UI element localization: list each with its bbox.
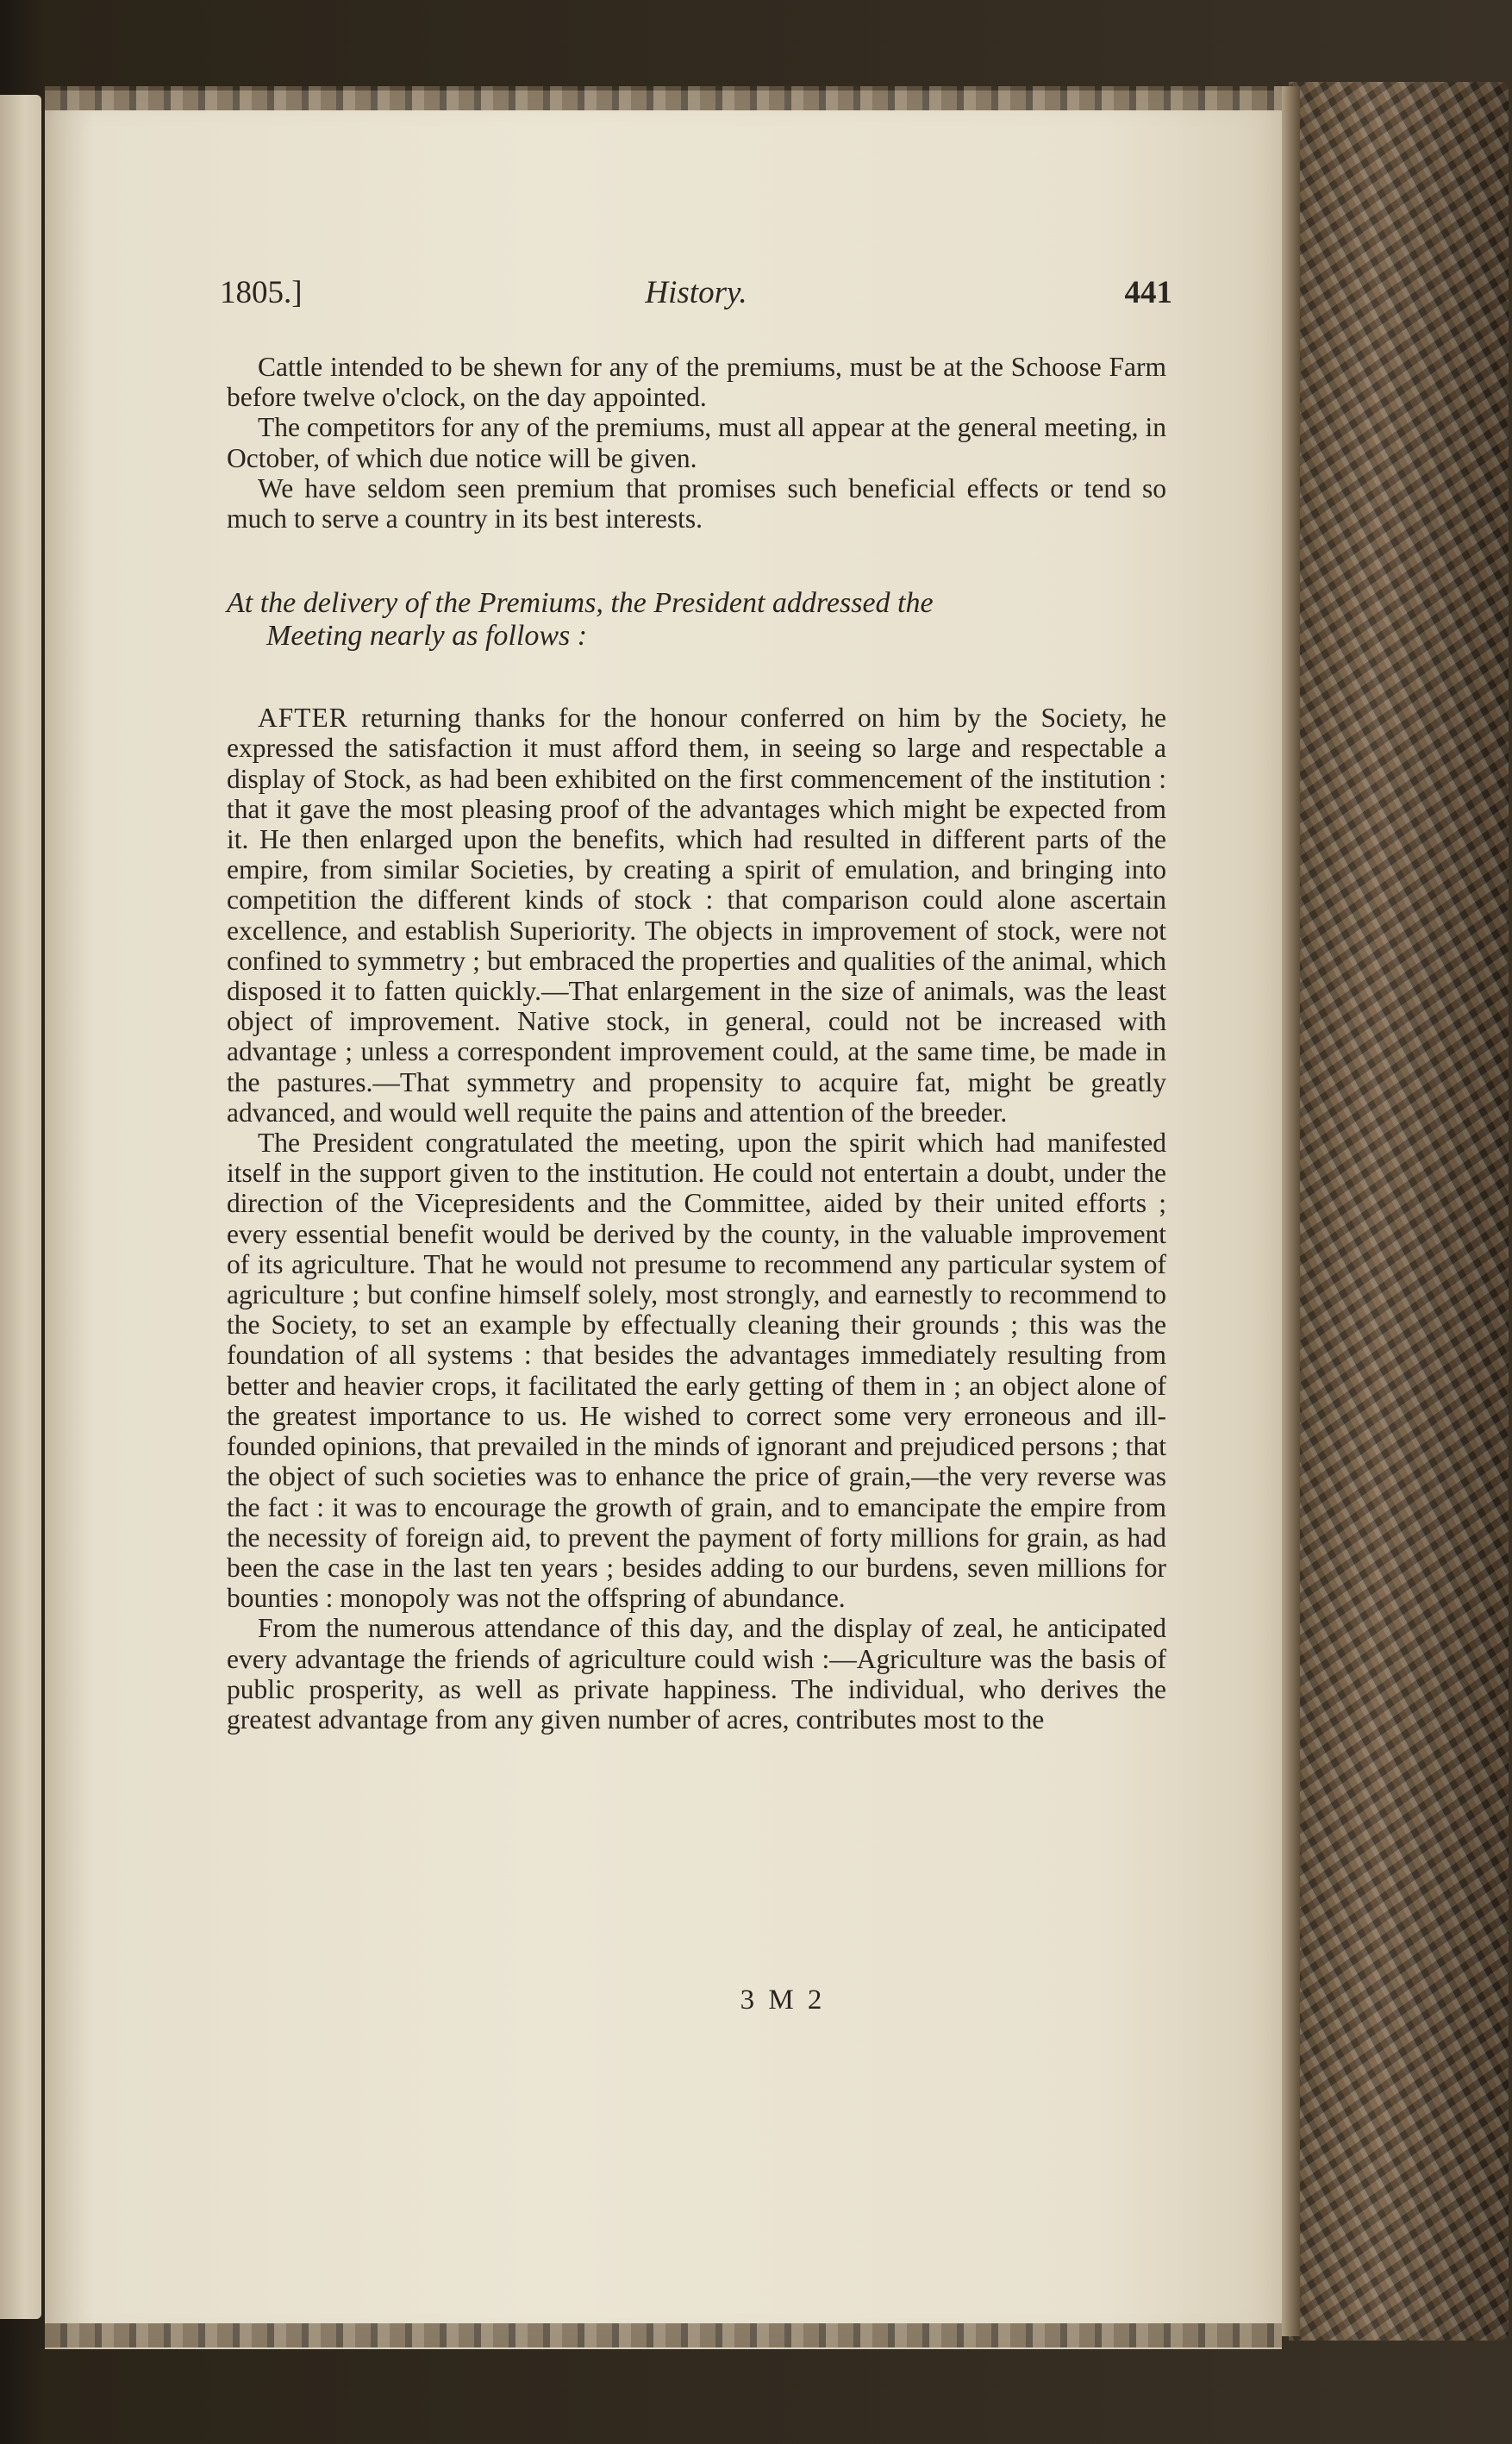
- running-head-title: History.: [645, 275, 747, 310]
- paragraph-competitors: The competitors for any of the premiums, must all appear at the general meeting, in October, of which due notice will be given.: [227, 412, 1166, 473]
- section-heading: [227, 587, 1166, 653]
- paragraph-cattle: Cattle intended to be shewn for any of the premiums, must be at the Schoose Farm before twelve o'clock, on the day appointed.: [227, 352, 1166, 413]
- signature-mark: 3 M 2: [740, 1985, 826, 2016]
- running-head-year: 1805.]: [220, 275, 303, 310]
- paragraph-premium-comment: We have seldom seen premium that promises such beneficial effects or tend so much to serve a country in its best interests.: [227, 472, 1166, 534]
- section-heading-line1: At the delivery of the Premiums, the President addressed the: [227, 587, 934, 620]
- speech-paragraph-3: From the numerous attendance of this day, and the display of zeal, he anticipated every advantage the friends of agriculture could wish :—Agriculture was the basis of public prosperity, as well as private happiness. The individual, who derives the greatest advantage from any given number of acres, contributes most to the: [227, 1613, 1166, 1735]
- speech-paragraph-1: [227, 703, 1166, 1128]
- facing-page-edge: [0, 95, 41, 2319]
- page-number: 441: [1124, 275, 1172, 310]
- bottom-page-edge: [45, 2323, 1282, 2347]
- speech-paragraph-1-text: returning thanks for the honour conferred on him by the Society, he expressed the satisfaction it must afford them, in seeing so large and respectable a display of Stock, as had been exhibited on the first commencement of the institution : that it gave the most pleasing proof of the advantages which might be expected from it. He then enlarged upon the benefits, which had resulted in different parts of the empire, from similar Societies, by creating a spirit of emulation, and bringing into competition the different kinds of stock : that comparison could alone ascertain excellence, and establish Superiority. The objects in improvement of stock, were not confined to symmetry ; but embraced the properties and qualities of the animal, which disposed it to fatten quickly.—That enlargement in the size of animals, was the least object of improvement. Native stock, in general, could not be increased with advantage ; unless a correspondent improvement could, at the same time, be made in the pastures.—That symmetry and propensity to acquire fat, might be greatly advanced, and would well requite the pains and attention of the breeder.: [227, 703, 1166, 1128]
- marbled-binding: [1289, 82, 1509, 2341]
- section-heading-line2: Meeting nearly as follows :: [266, 620, 588, 653]
- body-text: [227, 352, 1166, 1735]
- running-head: [220, 274, 1172, 317]
- top-page-edge: [45, 86, 1282, 110]
- speech-first-word: AFTER: [258, 703, 348, 734]
- speech-paragraph-2: The President congratulated the meeting, upon the spirit which had manifested itself in the support given to the institution. He could not entertain a doubt, under the direction of the Vicepresidents and the Committee, aided by their united efforts ; every essential benefit would be derived by the county, in the valuable improvement of its agriculture. That he would not presume to recommend any particular system of agriculture ; but confine himself solely, most strongly, and earnestly to recommend to the Society, to set an example by effectually cleaning their grounds ; this was the foundation of all systems : that besides the advantages immediately resulting from better and heavier crops, it facilitated the early getting of them in ; an object alone of the greatest importance to us. He wished to correct some very erroneous and ill-founded opinions, that prevailed in the minds of ignorant and prejudiced persons ; that the object of such societies was to enhance the price of grain,—the very reverse was the fact : it was to encourage the growth of grain, and to emancipate the empire from the necessity of foreign aid, to prevent the payment of forty millions for grain, as had been the case in the last ten years ; besides adding to our burdens, seven millions for bounties : monopoly was not the offspring of abundance.: [227, 1128, 1166, 1614]
